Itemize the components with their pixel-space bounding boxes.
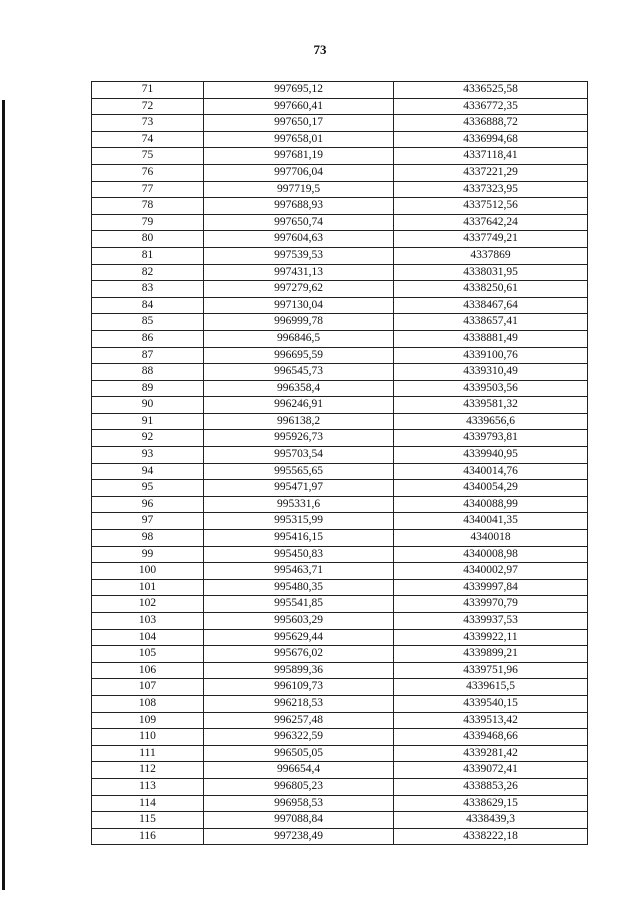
point-number-cell: 73	[92, 115, 204, 132]
point-number-cell: 110	[92, 729, 204, 746]
y-coordinate-cell: 4337749,21	[394, 231, 588, 248]
y-coordinate-cell: 4339310,49	[394, 364, 588, 381]
table-row	[92, 413, 588, 430]
point-number-cell: 86	[92, 330, 204, 347]
table-row	[92, 496, 588, 513]
point-number-cell: 106	[92, 662, 204, 679]
table-row	[92, 745, 588, 762]
x-coordinate-cell: 997238,49	[204, 828, 394, 845]
point-number-cell: 111	[92, 745, 204, 762]
y-coordinate-cell: 4340088,99	[394, 496, 588, 513]
x-coordinate-cell: 995899,36	[204, 662, 394, 679]
point-number-cell: 90	[92, 397, 204, 414]
x-coordinate-cell: 996246,91	[204, 397, 394, 414]
x-coordinate-cell: 996846,5	[204, 330, 394, 347]
x-coordinate-cell: 995463,71	[204, 563, 394, 580]
point-number-cell: 116	[92, 828, 204, 845]
x-coordinate-cell: 996695,59	[204, 347, 394, 364]
y-coordinate-cell: 4338853,26	[394, 778, 588, 795]
point-number-cell: 98	[92, 530, 204, 547]
x-coordinate-cell: 996109,73	[204, 679, 394, 696]
point-number-cell: 74	[92, 131, 204, 148]
y-coordinate-cell: 4339503,56	[394, 380, 588, 397]
table-row	[92, 115, 588, 132]
y-coordinate-cell: 4339793,81	[394, 430, 588, 447]
coordinates-table-body	[92, 82, 588, 845]
table-row	[92, 347, 588, 364]
y-coordinate-cell: 4339468,66	[394, 729, 588, 746]
table-row	[92, 164, 588, 181]
x-coordinate-cell: 997719,5	[204, 181, 394, 198]
y-coordinate-cell: 4339615,5	[394, 679, 588, 696]
y-coordinate-cell: 4339581,32	[394, 397, 588, 414]
x-coordinate-cell: 996958,53	[204, 795, 394, 812]
point-number-cell: 77	[92, 181, 204, 198]
table-row	[92, 131, 588, 148]
x-coordinate-cell: 996218,53	[204, 695, 394, 712]
table-row	[92, 828, 588, 845]
x-coordinate-cell: 995416,15	[204, 530, 394, 547]
point-number-cell: 92	[92, 430, 204, 447]
table-row	[92, 646, 588, 663]
x-coordinate-cell: 995703,54	[204, 447, 394, 464]
point-number-cell: 102	[92, 596, 204, 613]
x-coordinate-cell: 997604,63	[204, 231, 394, 248]
y-coordinate-cell: 4336888,72	[394, 115, 588, 132]
point-number-cell: 72	[92, 98, 204, 115]
point-number-cell: 94	[92, 463, 204, 480]
y-coordinate-cell: 4338629,15	[394, 795, 588, 812]
point-number-cell: 76	[92, 164, 204, 181]
y-coordinate-cell: 4338250,61	[394, 281, 588, 298]
x-coordinate-cell: 995565,65	[204, 463, 394, 480]
table-row	[92, 480, 588, 497]
y-coordinate-cell: 4337118,41	[394, 148, 588, 165]
x-coordinate-cell: 997660,41	[204, 98, 394, 115]
table-row	[92, 214, 588, 231]
x-coordinate-cell: 997650,74	[204, 214, 394, 231]
table-row	[92, 198, 588, 215]
x-coordinate-cell: 997431,13	[204, 264, 394, 281]
y-coordinate-cell: 4339940,95	[394, 447, 588, 464]
x-coordinate-cell: 996358,4	[204, 380, 394, 397]
y-coordinate-cell: 4339970,79	[394, 596, 588, 613]
y-coordinate-cell: 4338881,49	[394, 330, 588, 347]
y-coordinate-cell: 4339899,21	[394, 646, 588, 663]
point-number-cell: 78	[92, 198, 204, 215]
y-coordinate-cell: 4336994,68	[394, 131, 588, 148]
y-coordinate-cell: 4339751,96	[394, 662, 588, 679]
table-row	[92, 148, 588, 165]
x-coordinate-cell: 995331,6	[204, 496, 394, 513]
table-row	[92, 662, 588, 679]
x-coordinate-cell: 995603,29	[204, 613, 394, 630]
y-coordinate-cell: 4337512,56	[394, 198, 588, 215]
x-coordinate-cell: 996545,73	[204, 364, 394, 381]
x-coordinate-cell: 995541,85	[204, 596, 394, 613]
x-coordinate-cell: 996805,23	[204, 778, 394, 795]
y-coordinate-cell: 4339100,76	[394, 347, 588, 364]
y-coordinate-cell: 4337642,24	[394, 214, 588, 231]
table-row	[92, 596, 588, 613]
point-number-cell: 115	[92, 812, 204, 829]
table-row	[92, 712, 588, 729]
point-number-cell: 83	[92, 281, 204, 298]
point-number-cell: 79	[92, 214, 204, 231]
table-row	[92, 463, 588, 480]
y-coordinate-cell: 4339281,42	[394, 745, 588, 762]
table-row	[92, 231, 588, 248]
x-coordinate-cell: 997650,17	[204, 115, 394, 132]
y-coordinate-cell: 4339513,42	[394, 712, 588, 729]
y-coordinate-cell: 4340002,97	[394, 563, 588, 580]
point-number-cell: 107	[92, 679, 204, 696]
point-number-cell: 109	[92, 712, 204, 729]
y-coordinate-cell: 4339540,15	[394, 695, 588, 712]
table-row	[92, 629, 588, 646]
table-row	[92, 297, 588, 314]
y-coordinate-cell: 4338439,3	[394, 812, 588, 829]
point-number-cell: 114	[92, 795, 204, 812]
x-coordinate-cell: 997658,01	[204, 131, 394, 148]
table-row	[92, 314, 588, 331]
table-row	[92, 679, 588, 696]
point-number-cell: 113	[92, 778, 204, 795]
table-row	[92, 98, 588, 115]
table-row	[92, 795, 588, 812]
point-number-cell: 89	[92, 380, 204, 397]
y-coordinate-cell: 4340014,76	[394, 463, 588, 480]
point-number-cell: 82	[92, 264, 204, 281]
point-number-cell: 71	[92, 82, 204, 99]
table-row	[92, 447, 588, 464]
table-row	[92, 579, 588, 596]
x-coordinate-cell: 997695,12	[204, 82, 394, 99]
table-row	[92, 364, 588, 381]
x-coordinate-cell: 995315,99	[204, 513, 394, 530]
x-coordinate-cell: 997706,04	[204, 164, 394, 181]
x-coordinate-cell: 995629,44	[204, 629, 394, 646]
x-coordinate-cell: 996257,48	[204, 712, 394, 729]
point-number-cell: 95	[92, 480, 204, 497]
x-coordinate-cell: 995471,97	[204, 480, 394, 497]
x-coordinate-cell: 996138,2	[204, 413, 394, 430]
y-coordinate-cell: 4338031,95	[394, 264, 588, 281]
x-coordinate-cell: 995926,73	[204, 430, 394, 447]
point-number-cell: 112	[92, 762, 204, 779]
y-coordinate-cell: 4339937,53	[394, 613, 588, 630]
point-number-cell: 100	[92, 563, 204, 580]
point-number-cell: 97	[92, 513, 204, 530]
y-coordinate-cell: 4340054,29	[394, 480, 588, 497]
x-coordinate-cell: 995480,35	[204, 579, 394, 596]
y-coordinate-cell: 4339072,41	[394, 762, 588, 779]
y-coordinate-cell: 4337323,95	[394, 181, 588, 198]
table-row	[92, 397, 588, 414]
x-coordinate-cell: 997279,62	[204, 281, 394, 298]
point-number-cell: 87	[92, 347, 204, 364]
point-number-cell: 103	[92, 613, 204, 630]
y-coordinate-cell: 4336772,35	[394, 98, 588, 115]
page-number: 73	[313, 42, 327, 57]
point-number-cell: 84	[92, 297, 204, 314]
point-number-cell: 96	[92, 496, 204, 513]
coordinates-table	[91, 81, 588, 845]
y-coordinate-cell: 4339656,6	[394, 413, 588, 430]
point-number-cell: 91	[92, 413, 204, 430]
y-coordinate-cell: 4339997,84	[394, 579, 588, 596]
table-row	[92, 247, 588, 264]
y-coordinate-cell: 4340041,35	[394, 513, 588, 530]
table-row	[92, 695, 588, 712]
point-number-cell: 108	[92, 695, 204, 712]
y-coordinate-cell: 4337221,29	[394, 164, 588, 181]
point-number-cell: 81	[92, 247, 204, 264]
table-row	[92, 762, 588, 779]
x-coordinate-cell: 995676,02	[204, 646, 394, 663]
x-coordinate-cell: 995450,83	[204, 546, 394, 563]
point-number-cell: 101	[92, 579, 204, 596]
point-number-cell: 93	[92, 447, 204, 464]
table-row	[92, 430, 588, 447]
x-coordinate-cell: 997688,93	[204, 198, 394, 215]
point-number-cell: 105	[92, 646, 204, 663]
table-row	[92, 82, 588, 99]
point-number-cell: 75	[92, 148, 204, 165]
table-row	[92, 330, 588, 347]
y-coordinate-cell: 4336525,58	[394, 82, 588, 99]
y-coordinate-cell: 4337869	[394, 247, 588, 264]
x-coordinate-cell: 996999,78	[204, 314, 394, 331]
table-row	[92, 264, 588, 281]
x-coordinate-cell: 996654,4	[204, 762, 394, 779]
table-row	[92, 546, 588, 563]
y-coordinate-cell: 4339922,11	[394, 629, 588, 646]
y-coordinate-cell: 4338467,64	[394, 297, 588, 314]
point-number-cell: 104	[92, 629, 204, 646]
y-coordinate-cell: 4340018	[394, 530, 588, 547]
x-coordinate-cell: 997539,53	[204, 247, 394, 264]
table-row	[92, 563, 588, 580]
point-number-cell: 85	[92, 314, 204, 331]
table-row	[92, 778, 588, 795]
x-coordinate-cell: 997088,84	[204, 812, 394, 829]
table-row	[92, 613, 588, 630]
point-number-cell: 88	[92, 364, 204, 381]
point-number-cell: 99	[92, 546, 204, 563]
x-coordinate-cell: 996322,59	[204, 729, 394, 746]
y-coordinate-cell: 4340008,98	[394, 546, 588, 563]
table-row	[92, 729, 588, 746]
x-coordinate-cell: 997130,04	[204, 297, 394, 314]
x-coordinate-cell: 996505,05	[204, 745, 394, 762]
scan-edge-bar	[2, 100, 5, 890]
y-coordinate-cell: 4338222,18	[394, 828, 588, 845]
table-row	[92, 281, 588, 298]
table-row	[92, 513, 588, 530]
table-row	[92, 812, 588, 829]
x-coordinate-cell: 997681,19	[204, 148, 394, 165]
table-row	[92, 181, 588, 198]
point-number-cell: 80	[92, 231, 204, 248]
y-coordinate-cell: 4338657,41	[394, 314, 588, 331]
table-row	[92, 530, 588, 547]
table-row	[92, 380, 588, 397]
